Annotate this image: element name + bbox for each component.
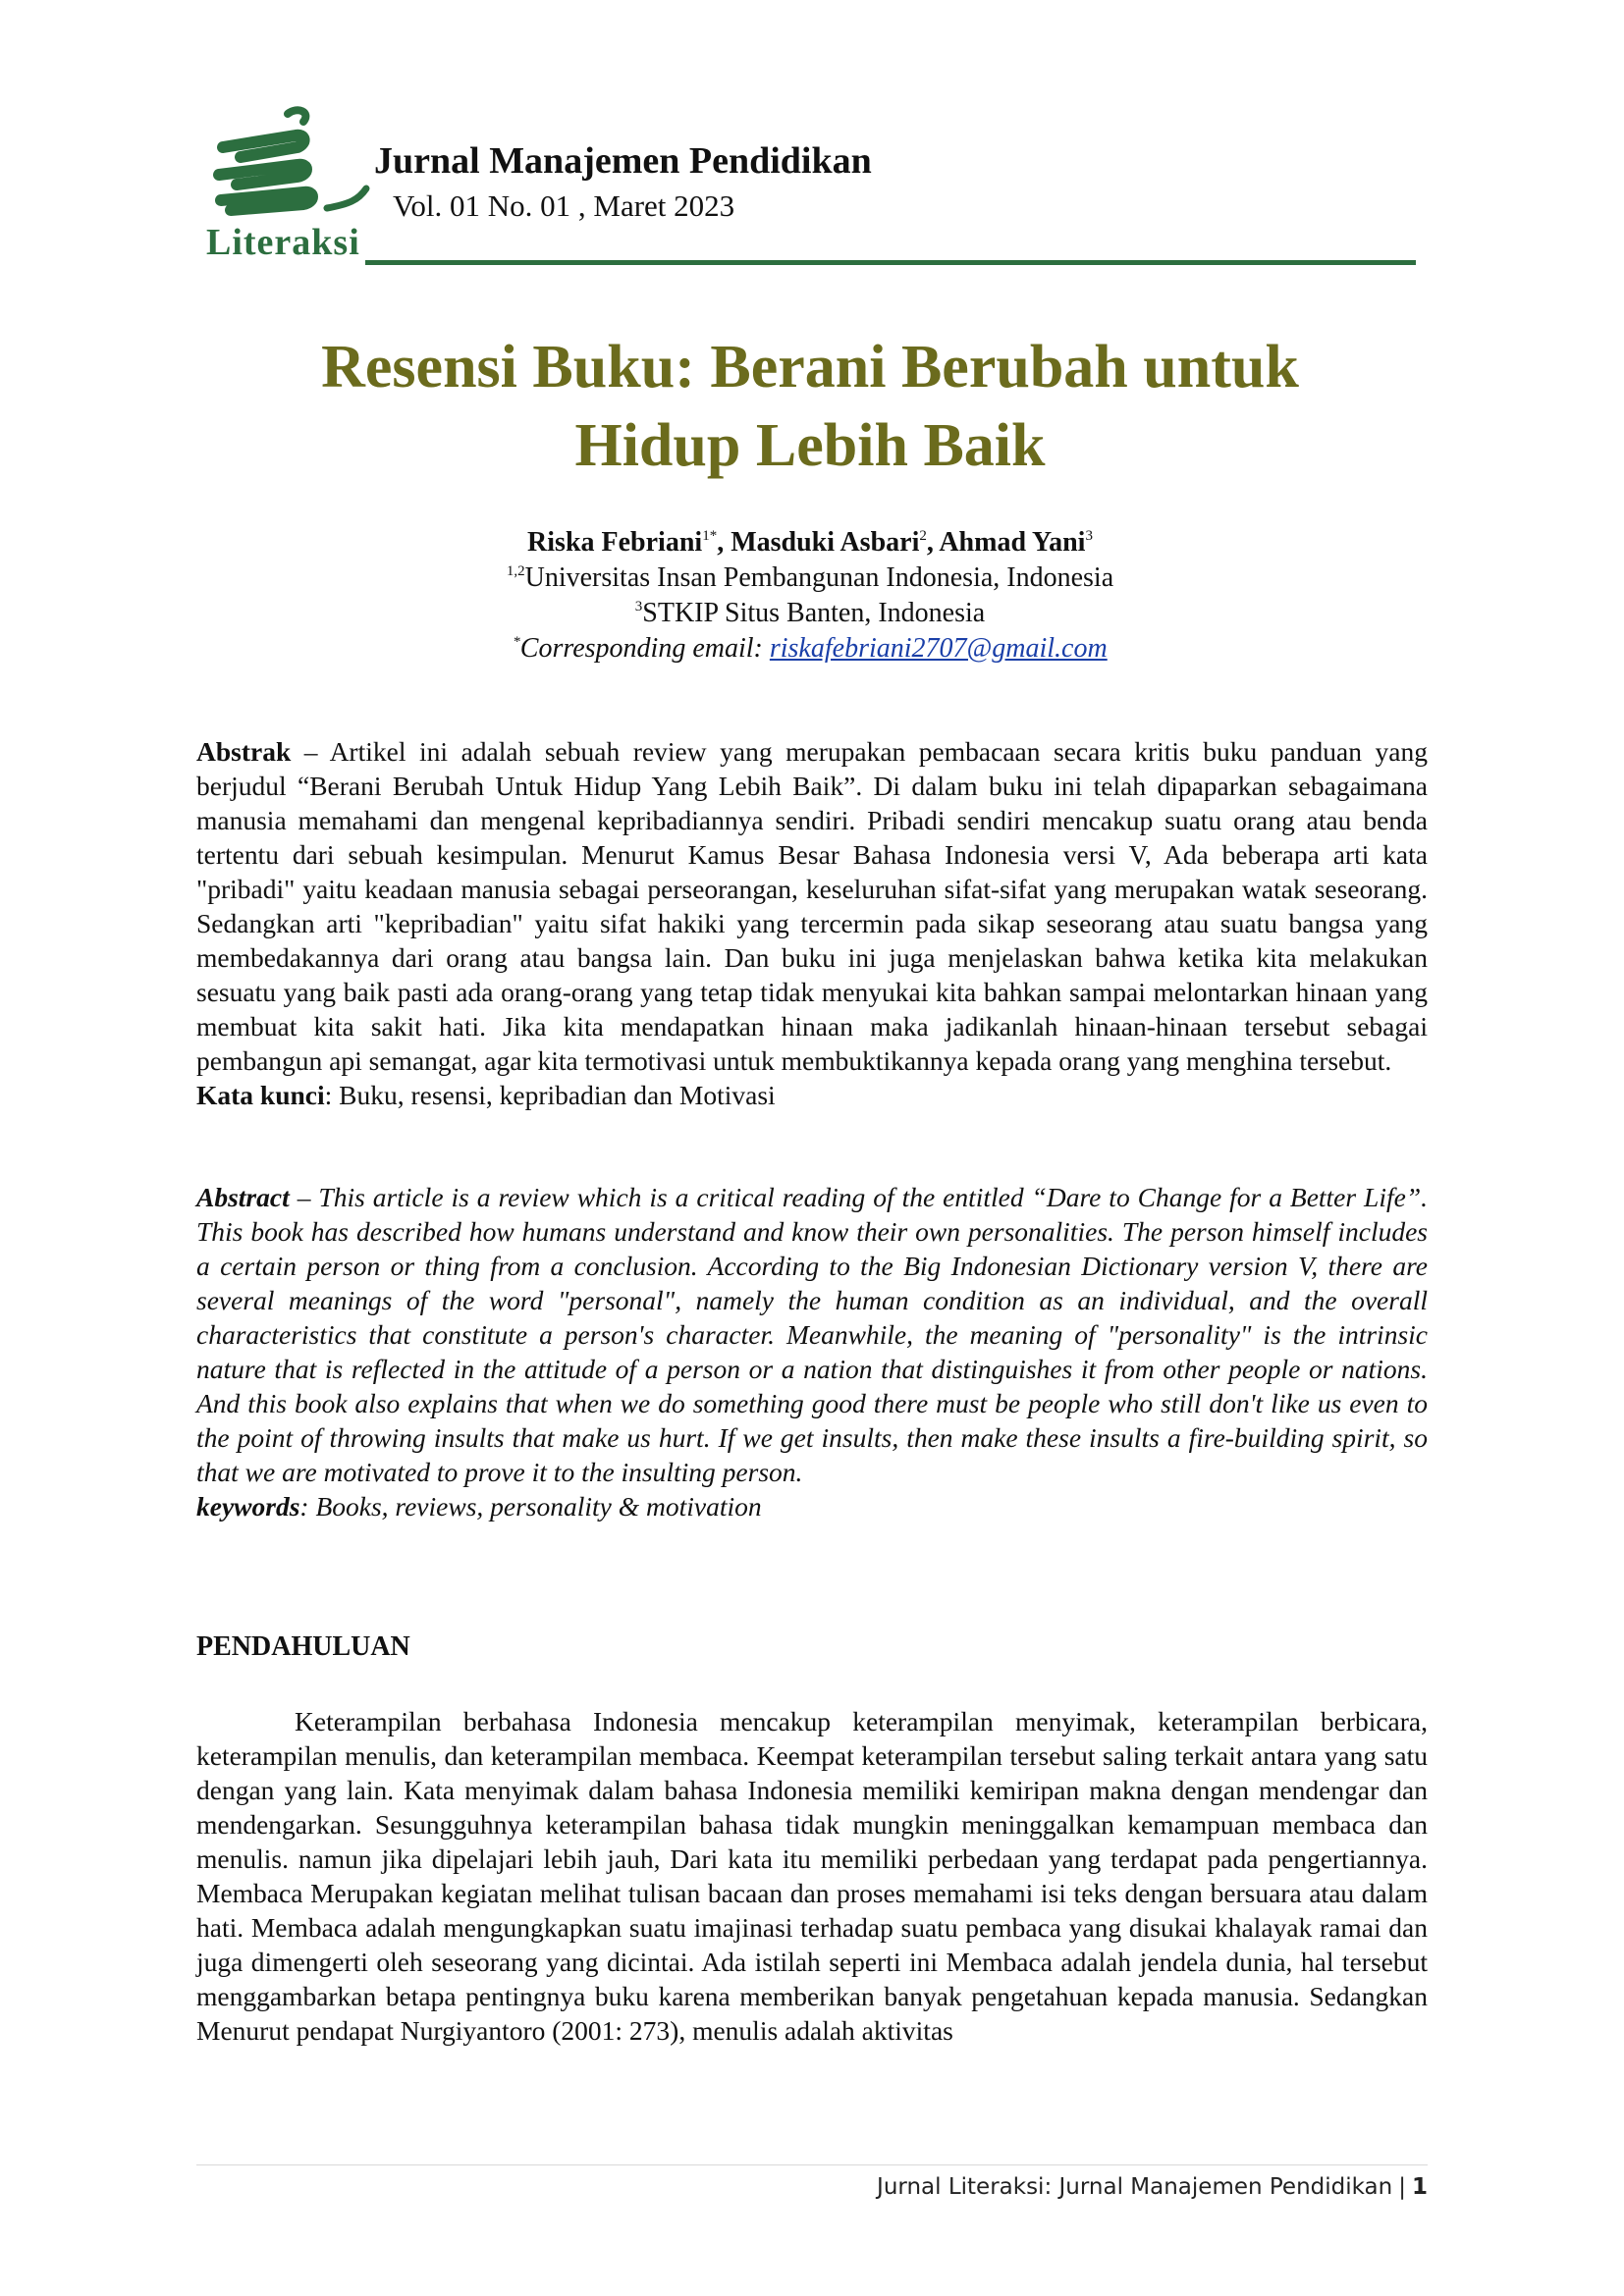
abstract-english	[196, 1180, 1428, 1523]
corresponding-label: Corresponding email:	[519, 633, 770, 664]
abstract-label: Abstract	[196, 1182, 290, 1212]
abstract-label: Abstrak	[196, 736, 292, 767]
body-paragraph: Keterampilan berbahasa Indonesia mencakup keterampilan menyimak, keterampilan berbicara, keterampilan menulis, dan keterampilan membaca. Keempat keterampilan tersebut saling terkait antara yang satu dengan yang lain. Kata menyimak dalam bahasa Indonesia memiliki kemiripan makna dengan mendengar dan mendengarkan. Sesungguhnya keterampilan bahasa tidak mungkin meninggalkan kemampuan membaca dan menulis. namun jika dipelajari lebih jauh, Dari kata itu memiliki perbedaan yang terdapat pada pengertiannya. Membaca Merupakan kegiatan melihat tulisan bacaan dan proses memahami isi teks dengan bersuara atau dalam hati. Membaca adalah mengungkapkan suatu imajinasi terhadap suatu pembaca yang disukai khalayak ramai dan juga dimengerti oleh seseorang yang dicintai. Ada istilah seperti ini Membaca adalah jendela dunia, hal tersebut menggambarkan betapa pentingnya buku karena memberikan banyak pengetahuan kepada manusia. Sedangkan Menurut pendapat Nurgiyantoro (2001: 273), menulis adalah aktivitas	[196, 1706, 1428, 2046]
author-name: Riska Febriani	[527, 527, 703, 558]
journal-logo	[201, 106, 373, 268]
footer-divider	[196, 2164, 1428, 2165]
title-line-2: Hidup Lebih Baik	[574, 412, 1046, 479]
title-line-1: Resensi Buku: Berani Berubah untuk	[321, 334, 1299, 400]
authors-block	[196, 525, 1424, 667]
keywords-line	[196, 1489, 1428, 1523]
journal-volume: Vol. 01 No. 01 , Maret 2023	[393, 188, 735, 223]
affiliation-text: Universitas Insan Pembangunan Indonesia, Indonesia	[524, 562, 1114, 593]
affiliation-superscript: 3	[634, 599, 643, 614]
affiliation-text: STKIP Situs Banten, Indonesia	[642, 598, 986, 628]
keywords-line	[196, 1078, 1428, 1112]
author-list: Riska Febriani$^{1*}$, Masduki Asbari$^2$, Ahmad Yani$^3$	[527, 527, 1093, 558]
page-number: 1	[1411, 2174, 1428, 2200]
header-divider	[365, 260, 1416, 265]
author-name: Ahmad Yani	[939, 527, 1086, 558]
affiliation-superscript: 1,2	[506, 563, 525, 579]
abstract-indonesian	[196, 734, 1428, 1112]
body-text	[196, 1704, 1428, 2048]
abstract-paragraph	[196, 1180, 1428, 1489]
keywords-label: keywords	[196, 1491, 300, 1522]
page-footer	[877, 2171, 1428, 2203]
keywords-text: : Buku, resensi, kepribadian dan Motivasi	[324, 1080, 776, 1110]
section-heading: PENDAHULUAN	[196, 1631, 410, 1662]
abstract-text: – Artikel ini adalah sebuah review yang merupakan pembacaan secara kritis buku panduan yang berjudul “Berani Berubah Untuk Hidup Yang Lebih Baik”. Di dalam buku ini telah dipaparkan sebagaimana manusia memahami dan mengenal kepribadiannya sendiri. Pribadi sendiri mencakup suatu orang atau benda tertentu dari sebuah kesimpulan. Menurut Kamus Besar Bahasa Indonesia versi V, Ada beberapa arti kata "pribadi" yaitu keadaan manusia sebagai perseorangan, keseluruhan sifat-sifat yang merupakan watak seseorang. Sedangkan arti "kepribadian" yaitu sifat hakiki yang tercermin pada sikap seseorang atau suatu bangsa yang membedakannya dari orang atau bangsa lain. Dan buku ini juga menjelaskan bahwa ketika kita melakukan sesuatu yang baik pasti ada orang-orang yang tetap tidak menyukai kita bahkan sampai melontarkan hinaan yang membuat kita sakit hati. Jika kita mendapatkan hinaan maka jadikanlah hinaan-hinaan tersebut sebagai pembangun api semangat, agar kita termotivasi untuk membuktikannya kepada orang yang menghina tersebut.	[196, 736, 1428, 1076]
keywords-text: : Books, reviews, personality & motivation	[299, 1491, 762, 1522]
corresponding-superscript: *	[513, 634, 520, 650]
journal-name: Jurnal Manajemen Pendidikan	[374, 140, 872, 182]
affiliation-2	[196, 596, 1424, 631]
corresponding-email	[196, 631, 1424, 667]
abstract-text: – This article is a review which is a critical reading of the entitled “Dare to Change for a Better Life”. This book has described how humans understand and know their own personalities. The person himself includes a certain person or thing from a conclusion. According to the Big Indonesian Dictionary version V, there are several meanings of the word "personal", namely the human condition as an individual, and the overall characteristics that constitute a person's character. Meanwhile, the meaning of "personality" is the intrinsic nature that is reflected in the attitude of a person or a nation that distinguishes it from other people or nations. And this book also explains that when we do something good there must be people who still don't like us even to the point of throwing insults that make us hurt. If we get insults, then make these insults a fire-building spirit, so that we are motivated to prove it to the insulting person.	[196, 1182, 1428, 1487]
author-name: Masduki Asbari	[731, 527, 920, 558]
author-superscript: 3	[1085, 528, 1093, 544]
footer-separator: |	[1398, 2174, 1406, 2200]
footer-journal-name: Jurnal Literaksi: Jurnal Manajemen Pendidikan	[877, 2174, 1393, 2200]
affiliation-1	[196, 561, 1424, 596]
article-title	[177, 328, 1443, 485]
logo-emblem-icon	[201, 106, 373, 224]
email-link[interactable]: riskafebriani2707@gmail.com	[769, 633, 1108, 664]
logo-text: Literaksi	[206, 222, 360, 263]
author-superscript: 1*	[702, 528, 718, 544]
abstract-paragraph	[196, 734, 1428, 1078]
keywords-label: Kata kunci	[196, 1080, 325, 1110]
author-superscript: 2	[919, 528, 927, 544]
